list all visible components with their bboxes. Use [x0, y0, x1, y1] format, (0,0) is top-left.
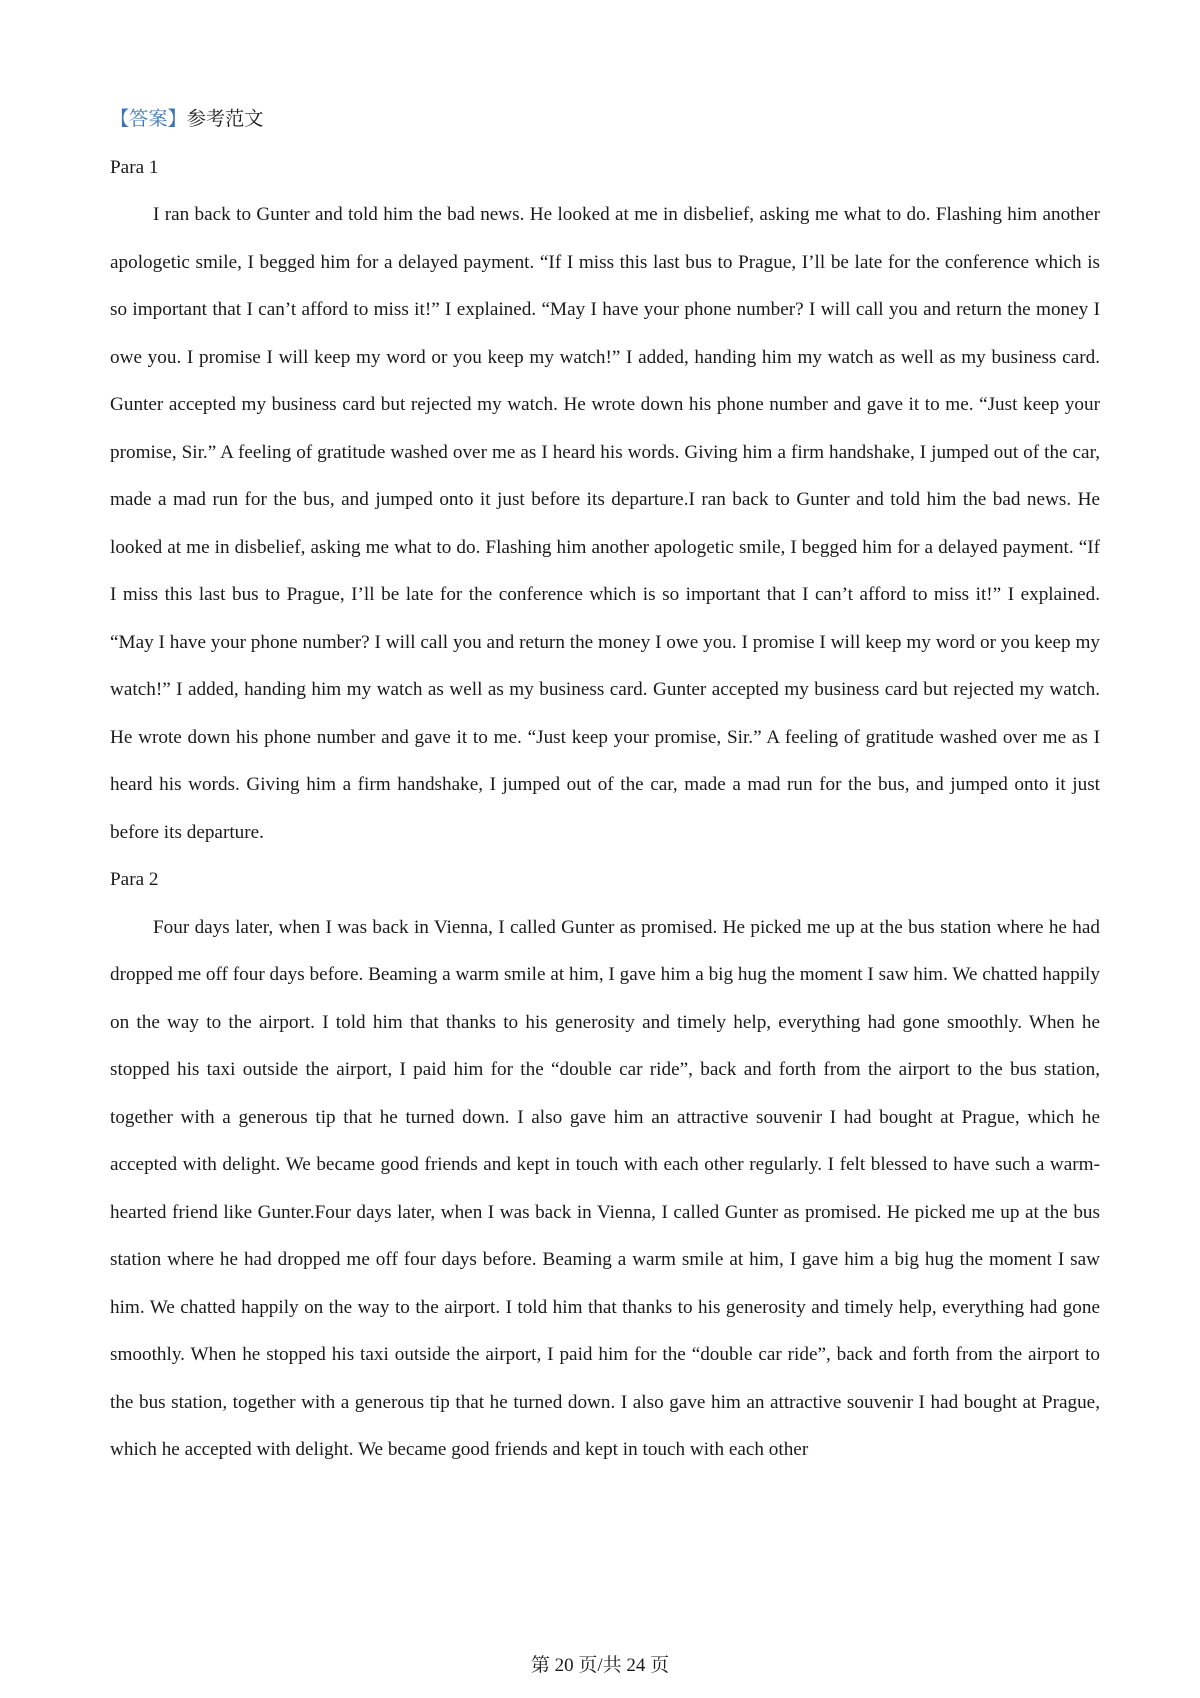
para-2-text: Four days later, when I was back in Vienna, I called Gunter as promised. He picked me up at the bus station where he had dropped me off four days before. Beaming a warm smile at him, I gave him a big hug the moment I saw him. We chatted happily on the way to the airport. I told him that thanks to his generosity and timely help, everything had gone smoothly. When he stopped his taxi outside the airport, I paid him for the “double car ride”, back and forth from the airport to the bus station, together with a generous tip that he turned down. I also gave him an attractive souvenir I had bought at Prague, which he accepted with delight. We became good friends and kept in touch with each other regularly. I felt blessed to have such a warm-hearted friend like Gunter.Four days later, when I was back in Vienna, I called Gunter as promised. He picked me up at the bus station where he had dropped me off four days before. Beaming a warm smile at him, I gave him a big hug the moment I saw him. We chatted happily on the way to the airport. I told him that thanks to his generosity and timely help, everything had gone smoothly. When he stopped his taxi outside the airport, I paid him for the “double car ride”, back and forth from the airport to the bus station, together with a generous tip that he turned down. I also gave him an attractive souvenir I had bought at Prague, which he accepted with delight. We became good friends and kept in touch with each other [110, 916, 1100, 1460]
page-footer: 第 20 页/共 24 页 [530, 1655, 670, 1676]
answer-tag: 【答案】 [110, 109, 187, 130]
para-2-label: Para 2 [110, 869, 159, 890]
answer-heading-label: 参考范文 [186, 109, 264, 130]
answer-heading [110, 96, 1100, 144]
para-1-text: I ran back to Gunter and told him the bad news. He looked at me in disbelief, asking me what to do. Flashing him another apologetic smile, I begged him for a delayed payment. “If I miss this last bus to Prague, I’ll be late for the conference which is so important that I can’t afford to miss it!” I explained. “May I have your phone number? I will call you and return the money I owe you. I promise I will keep my word or you keep my watch!” I added, handing him my watch as well as my business card. Gunter accepted my business card but rejected my watch. He wrote down his phone number and gave it to me. “Just keep your promise, Sir.” A feeling of gratitude washed over me as I heard his words. Giving him a firm handshake, I jumped out of the car, made a mad run for the bus, and jumped onto it just before its departure.I ran back to Gunter and told him the bad news. He looked at me in disbelief, asking me what to do. Flashing him another apologetic smile, I begged him for a delayed payment. “If I miss this last bus to Prague, I’ll be late for the conference which is so important that I can’t afford to miss it!” I explained. “May I have your phone number? I will call you and return the money I owe you. I promise I will keep my word or you keep my watch!” I added, handing him my watch as well as my business card. Gunter accepted my business card but rejected my watch. He wrote down his phone number and gave it to me. “Just keep your promise, Sir.” A feeling of gratitude washed over me as I heard his words. Giving him a firm handshake, I jumped out of the car, made a mad run for the bus, and jumped onto it just before its departure. [110, 204, 1100, 843]
para-1-label: Para 1 [110, 156, 159, 178]
page-content [110, 96, 1100, 1474]
